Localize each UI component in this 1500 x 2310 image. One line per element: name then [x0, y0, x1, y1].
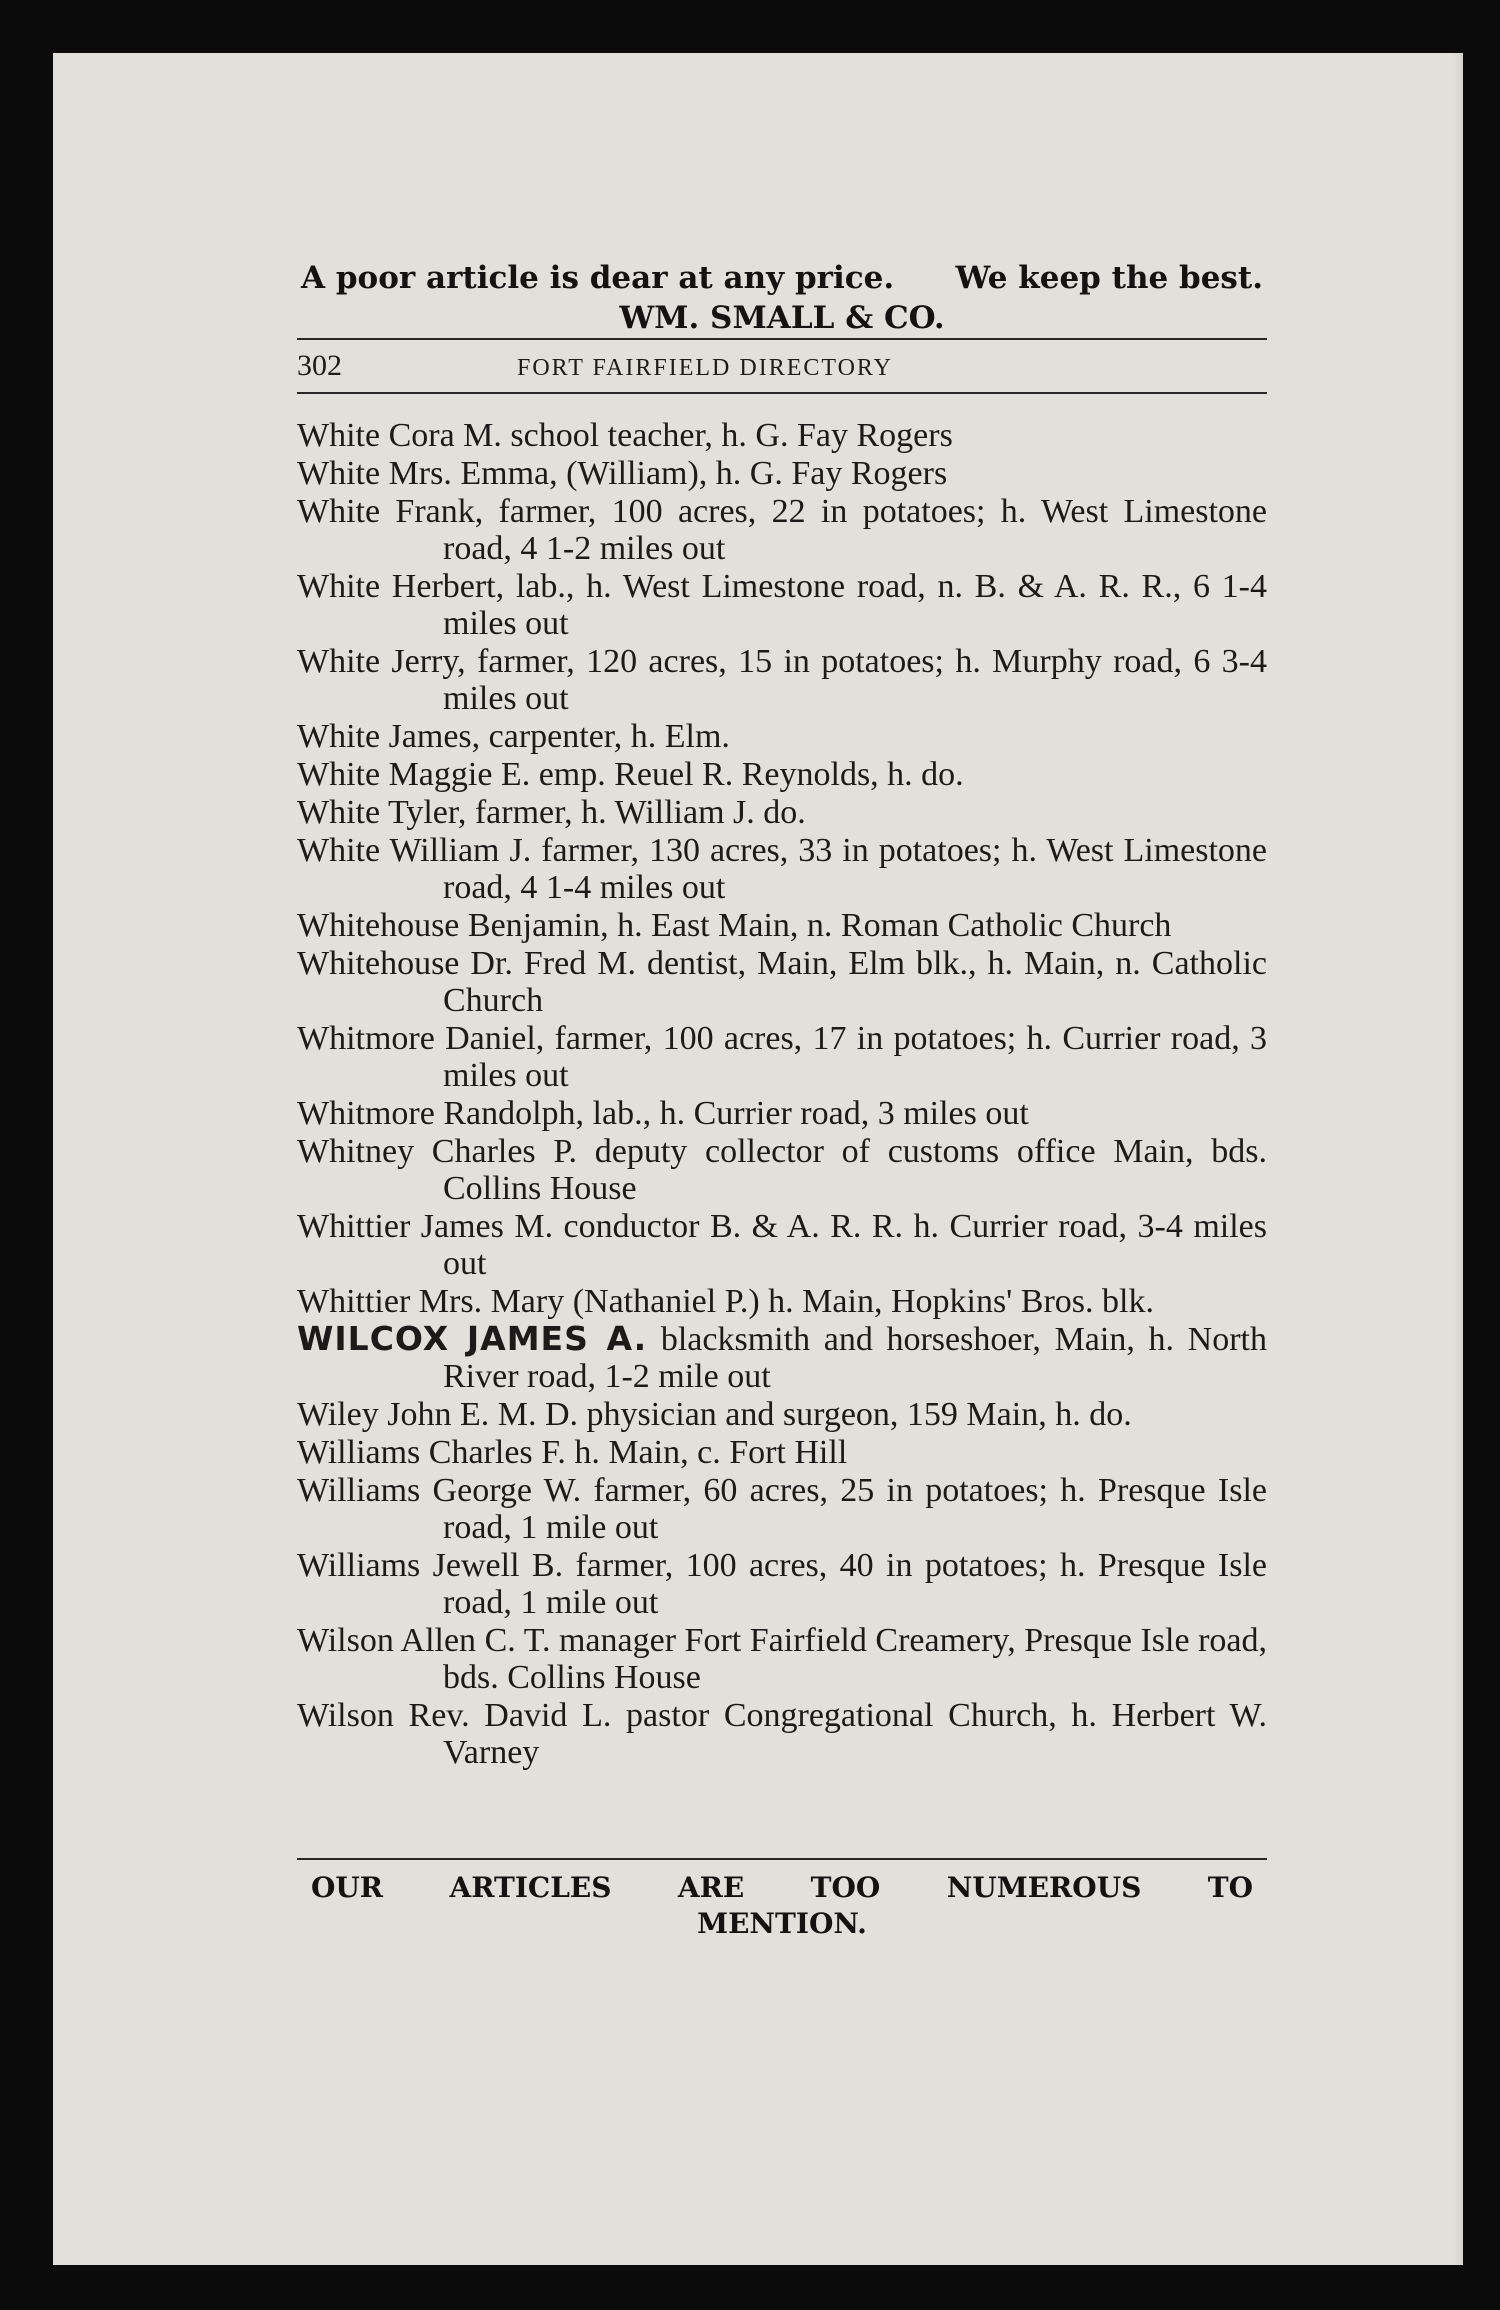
entry-text: Williams Jewell B. farmer, 100 acres, 40 in potatoes; h. Presque Isle road, 1 mile out	[297, 1547, 1267, 1621]
directory-entry	[297, 1132, 1267, 1207]
directory-entry	[297, 1207, 1267, 1282]
directory-entry-highlighted	[297, 1320, 1267, 1395]
directory-entry	[297, 1621, 1267, 1696]
entry-text: White James, carpenter, h. Elm.	[297, 718, 730, 755]
entry-text: White Herbert, lab., h. West Limestone road, n. B. & A. R. R., 6 1-4 miles out	[297, 568, 1267, 642]
directory-entry	[297, 831, 1267, 906]
entry-text: Whitmore Randolph, lab., h. Currier road, 3 miles out	[297, 1095, 1029, 1132]
entry-text: Williams Charles F. h. Main, c. Fort Hill	[297, 1434, 848, 1471]
directory-entry	[297, 454, 1267, 492]
entry-text: blacksmith and horseshoer, Main, h. North River road, 1-2 mile out	[443, 1321, 1267, 1395]
entry-text: Whitehouse Benjamin, h. East Main, n. Roman Catholic Church	[297, 907, 1172, 944]
directory-entries	[297, 416, 1267, 1846]
entry-text: Whitmore Daniel, farmer, 100 acres, 17 in potatoes; h. Currier road, 3 miles out	[297, 1020, 1267, 1094]
entry-text: Whitehouse Dr. Fred M. dentist, Main, Elm blk., h. Main, n. Catholic Church	[297, 945, 1267, 1019]
directory-entry	[297, 793, 1267, 831]
entry-text: Wilson Rev. David L. pastor Congregational Church, h. Herbert W. Varney	[297, 1697, 1267, 1771]
entry-text: White Frank, farmer, 100 acres, 22 in potatoes; h. West Limestone road, 4 1-2 miles out	[297, 493, 1267, 567]
entry-bold-name: WILCOX JAMES A.	[297, 1319, 648, 1358]
top-ad-company-name: WM. SMALL & CO.	[619, 300, 945, 336]
entry-text: White Cora M. school teacher, h. G. Fay Rogers	[297, 417, 953, 454]
entry-text: White William J. farmer, 130 acres, 33 in potatoes; h. West Limestone road, 4 1-4 miles out	[297, 832, 1267, 906]
entry-text: White Jerry, farmer, 120 acres, 15 in potatoes; h. Murphy road, 6 3-4 miles out	[297, 643, 1267, 717]
directory-entry	[297, 1696, 1267, 1771]
directory-entry	[297, 492, 1267, 567]
entry-text: Whittier Mrs. Mary (Nathaniel P.) h. Main, Hopkins' Bros. blk.	[297, 1283, 1154, 1320]
entry-text: Wiley John E. M. D. physician and surgeon, 159 Main, h. do.	[297, 1396, 1132, 1433]
directory-entry	[297, 1433, 1267, 1471]
entry-text: Whittier James M. conductor B. & A. R. R. h. Currier road, 3-4 miles out	[297, 1208, 1267, 1282]
entry-text: Wilson Allen C. T. manager Fort Fairfield Creamery, Presque Isle road, bds. Collins House	[297, 1622, 1267, 1696]
page-header	[297, 340, 1267, 392]
entry-text: White Tyler, farmer, h. William J. do.	[297, 794, 806, 831]
directory-entry	[297, 1282, 1267, 1320]
top-ad-slogan-right: We keep the best.	[955, 260, 1263, 296]
entry-text: White Mrs. Emma, (William), h. G. Fay Rogers	[297, 455, 948, 492]
page-content	[297, 258, 1267, 1942]
entry-text: White Maggie E. emp. Reuel R. Reynolds, h. do.	[297, 756, 964, 793]
page-number: 302	[297, 349, 342, 382]
top-ad-slogan-left: A poor article is dear at any price.	[301, 260, 895, 296]
directory-entry	[297, 416, 1267, 454]
directory-entry	[297, 642, 1267, 717]
running-head: FORT FAIRFIELD DIRECTORY	[517, 355, 893, 381]
directory-entry	[297, 755, 1267, 793]
directory-entry	[297, 1094, 1267, 1132]
directory-entry	[297, 1019, 1267, 1094]
directory-entry	[297, 906, 1267, 944]
directory-entry	[297, 1471, 1267, 1546]
directory-entry	[297, 567, 1267, 642]
entry-text: Whitney Charles P. deputy collector of customs office Main, bds. Collins House	[297, 1133, 1267, 1207]
directory-page	[53, 53, 1463, 2265]
directory-entry	[297, 1546, 1267, 1621]
directory-entry	[297, 944, 1267, 1019]
directory-entry	[297, 717, 1267, 755]
entry-text: Williams George W. farmer, 60 acres, 25 in potatoes; h. Presque Isle road, 1 mile out	[297, 1472, 1267, 1546]
top-advertisement	[297, 258, 1267, 338]
bottom-advertisement: OUR ARTICLES ARE TOO NUMEROUS TO MENTION.	[311, 1871, 1253, 1940]
directory-entry	[297, 1395, 1267, 1433]
page-edge	[1453, 53, 1463, 2265]
top-ad-line-1	[297, 258, 1267, 298]
